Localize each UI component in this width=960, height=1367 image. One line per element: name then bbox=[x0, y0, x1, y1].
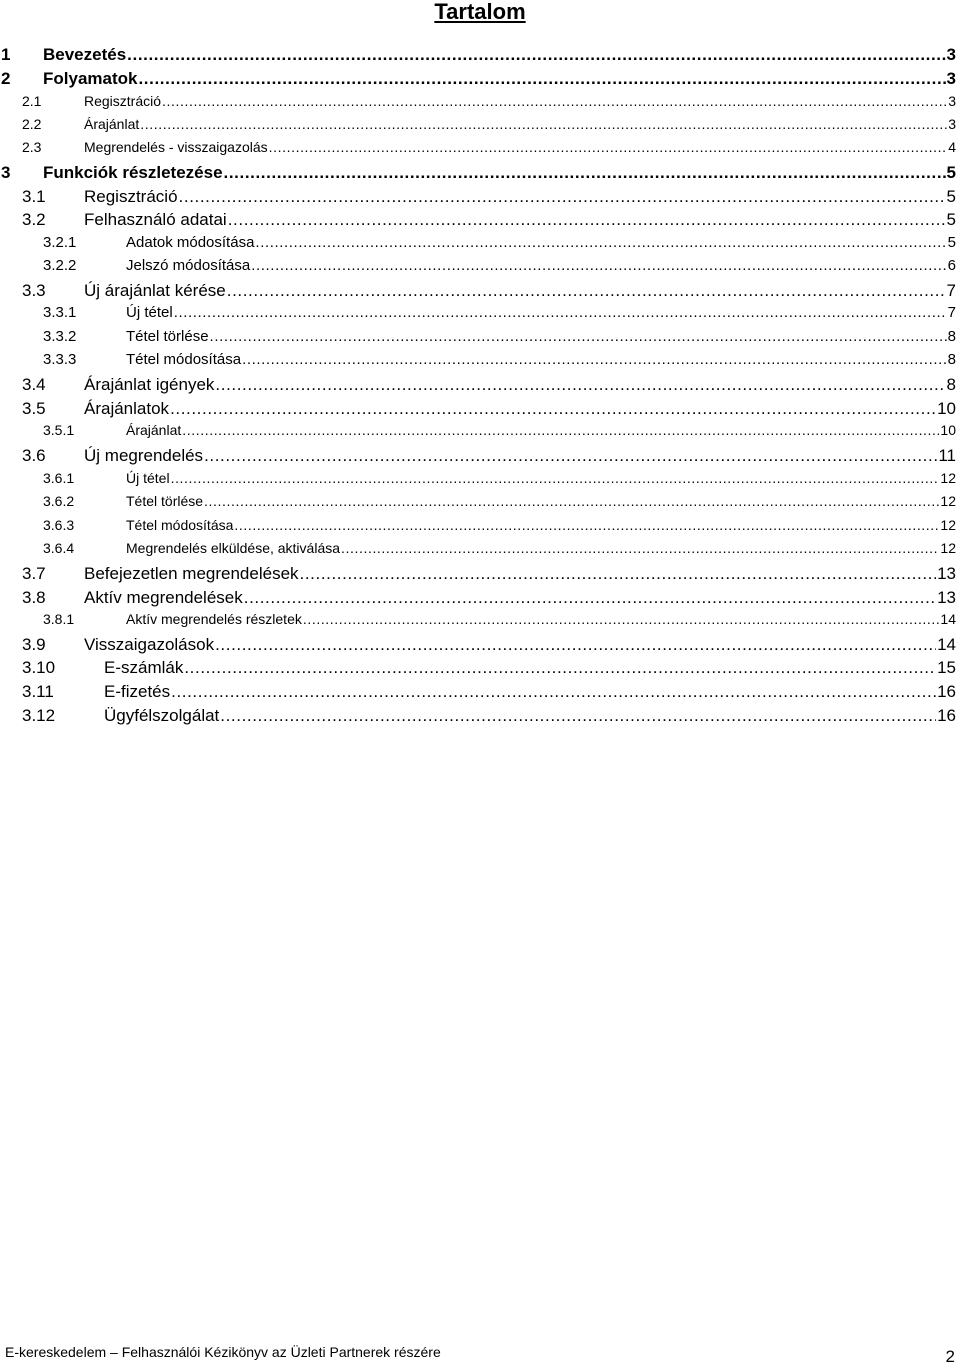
toc-dot-leader bbox=[182, 422, 939, 438]
toc-entry-page-number: 5 bbox=[947, 234, 956, 251]
toc-entry-number: 3.3.2 bbox=[43, 328, 77, 345]
toc-entry-page-number: 3 bbox=[948, 116, 956, 132]
toc-entry-page-number: 13 bbox=[937, 564, 956, 583]
toc-dot-leader bbox=[204, 493, 939, 509]
toc-dot-leader bbox=[210, 328, 947, 345]
toc-entry-page-number: 12 bbox=[940, 517, 956, 533]
toc-entry-page-number: 14 bbox=[937, 635, 956, 654]
toc-dot-leader bbox=[244, 588, 936, 608]
toc-entry-number: 3.2 bbox=[22, 210, 46, 229]
toc-entry-page-number: 3 bbox=[946, 69, 956, 88]
toc-entry-label: Tétel törlése bbox=[126, 328, 209, 345]
toc-dot-leader bbox=[171, 470, 940, 486]
toc-entry-number: 2 bbox=[1, 69, 11, 88]
toc-dot-leader bbox=[220, 706, 936, 726]
toc-entry-label: E-számlák bbox=[104, 658, 184, 677]
toc-entry[interactable] bbox=[0, 635, 960, 659]
toc-entry-label: Új tétel bbox=[126, 470, 170, 486]
toc-entry[interactable] bbox=[0, 328, 960, 352]
toc-entry-number: 3.6.4 bbox=[43, 540, 75, 556]
toc-entry-label: Tétel törlése bbox=[126, 493, 204, 509]
toc-dot-leader bbox=[174, 304, 947, 321]
toc-entry-page-number: 16 bbox=[937, 682, 956, 701]
toc-entry[interactable] bbox=[0, 163, 960, 187]
toc-entry[interactable] bbox=[0, 93, 960, 117]
toc-entry-number: 3.10 bbox=[22, 658, 56, 677]
toc-entry-label: Új tétel bbox=[126, 304, 173, 321]
toc-entry-label: Árajánlat bbox=[126, 422, 182, 438]
toc-entry-number: 3.6.3 bbox=[43, 517, 75, 533]
toc-entry-label: Új megrendelés bbox=[84, 446, 204, 465]
toc-entry[interactable] bbox=[0, 540, 960, 564]
toc-entry-number: 3.3.1 bbox=[43, 304, 77, 321]
toc-entry-label: Jelszó módosítása bbox=[126, 257, 251, 274]
toc-dot-leader bbox=[227, 281, 946, 301]
toc-dot-leader bbox=[269, 139, 948, 155]
toc-entry-page-number: 7 bbox=[946, 281, 956, 300]
toc-dot-leader bbox=[251, 257, 946, 274]
toc-entry[interactable] bbox=[0, 493, 960, 517]
toc-entry-number: 3.1 bbox=[22, 187, 46, 206]
toc-entry-page-number: 5 bbox=[946, 187, 956, 206]
footer-page-number: 2 bbox=[945, 1347, 955, 1366]
toc-dot-leader bbox=[242, 351, 947, 368]
toc-dot-leader bbox=[204, 446, 937, 466]
toc-entry[interactable] bbox=[0, 257, 960, 281]
toc-entry-page-number: 13 bbox=[937, 588, 956, 607]
toc-entry-label: Megrendelés - visszaigazolás bbox=[84, 139, 268, 155]
page-footer bbox=[5, 1344, 955, 1366]
toc-dot-leader bbox=[228, 210, 946, 230]
toc-entry[interactable] bbox=[0, 682, 960, 706]
toc-entry[interactable] bbox=[0, 446, 960, 470]
toc-entry-label: Aktív megrendelés részletek bbox=[126, 611, 302, 627]
toc-entry[interactable] bbox=[0, 564, 960, 588]
toc-entry-number: 3.6.2 bbox=[43, 493, 75, 509]
toc-entry-label: Befejezetlen megrendelések bbox=[84, 564, 299, 583]
toc-entry-page-number: 11 bbox=[938, 446, 956, 465]
toc-dot-leader bbox=[184, 658, 936, 678]
toc-dot-leader bbox=[224, 163, 946, 183]
toc-entry-page-number: 4 bbox=[948, 139, 956, 155]
toc-entry-page-number: 15 bbox=[937, 658, 956, 677]
toc-entry-page-number: 10 bbox=[940, 422, 956, 438]
toc-entry-page-number: 3 bbox=[946, 45, 956, 64]
toc-entry-page-number: 5 bbox=[946, 210, 956, 229]
toc-dot-leader bbox=[162, 93, 947, 109]
toc-entry-label: Aktív megrendelések bbox=[84, 588, 243, 607]
toc-entry-number: 3.3 bbox=[22, 281, 46, 300]
toc-entry-label: Regisztráció bbox=[84, 93, 162, 109]
toc-entry-number: 3 bbox=[1, 163, 11, 182]
toc-entry[interactable] bbox=[0, 517, 960, 541]
toc-entry-page-number: 8 bbox=[946, 375, 956, 394]
toc-entry-number: 3.8.1 bbox=[43, 611, 75, 627]
toc-dot-leader bbox=[255, 234, 946, 251]
toc-dot-leader bbox=[215, 375, 945, 395]
toc-entry[interactable] bbox=[0, 234, 960, 258]
toc-entry-label: Árajánlat igények bbox=[84, 375, 215, 394]
toc-dot-leader bbox=[140, 116, 947, 132]
toc-entry-page-number: 16 bbox=[937, 706, 956, 725]
toc-entry-number: 3.3.3 bbox=[43, 351, 77, 368]
toc-entry-page-number: 14 bbox=[940, 611, 956, 627]
toc-entry-number: 3.4 bbox=[22, 375, 46, 394]
footer-text: E-kereskedelem – Felhasználói Kézikönyv az Üzleti Partnerek részére bbox=[5, 1344, 441, 1360]
toc-dot-leader bbox=[303, 611, 940, 627]
toc-entry[interactable] bbox=[0, 281, 960, 305]
toc-dot-leader bbox=[341, 540, 939, 556]
toc-dot-leader bbox=[179, 187, 946, 207]
toc-entry[interactable] bbox=[0, 422, 960, 446]
toc-entry-label: Funkciók részletezése bbox=[43, 163, 223, 182]
toc-entry-number: 3.8 bbox=[22, 588, 46, 607]
toc-entry-label: Adatok módosítása bbox=[126, 234, 255, 251]
toc-entry[interactable] bbox=[0, 351, 960, 375]
toc-entry-number: 3.7 bbox=[22, 564, 46, 583]
toc-entry-page-number: 12 bbox=[940, 493, 956, 509]
toc-entry-number: 3.2.1 bbox=[43, 234, 77, 251]
toc-entry[interactable] bbox=[0, 588, 960, 612]
toc-entry[interactable] bbox=[0, 116, 960, 140]
toc-entry-label: Árajánlatok bbox=[84, 399, 170, 418]
toc-entry-page-number: 3 bbox=[948, 93, 956, 109]
toc-entry-number: 3.5 bbox=[22, 399, 46, 418]
toc-entry-page-number: 5 bbox=[946, 163, 956, 182]
toc-entry-page-number: 8 bbox=[947, 351, 956, 368]
toc-entry-label: Tétel módosítása bbox=[126, 517, 234, 533]
toc-entry[interactable] bbox=[0, 375, 960, 399]
toc-dot-leader bbox=[215, 635, 936, 655]
toc-entry-label: Árajánlat bbox=[84, 116, 140, 132]
toc-entry[interactable] bbox=[0, 210, 960, 234]
toc-entry[interactable] bbox=[0, 399, 960, 423]
toc-entry[interactable] bbox=[0, 658, 960, 682]
toc-entry-page-number: 6 bbox=[947, 257, 956, 274]
toc-entry[interactable] bbox=[0, 470, 960, 494]
toc-entry-number: 1 bbox=[1, 45, 11, 64]
toc-entry[interactable] bbox=[0, 187, 960, 211]
toc-entry-label: Ügyfélszolgálat bbox=[104, 706, 220, 725]
toc-entry-label: Folyamatok bbox=[43, 69, 138, 88]
toc-entry-number: 2.2 bbox=[22, 116, 42, 132]
toc-entry-label: Tétel módosítása bbox=[126, 351, 242, 368]
toc-entry[interactable] bbox=[0, 706, 960, 730]
toc-entry-number: 3.2.2 bbox=[43, 257, 77, 274]
toc-entry-label: Új árajánlat kérése bbox=[84, 281, 226, 300]
toc-entry-label: Megrendelés elküldése, aktiválása bbox=[126, 540, 341, 556]
toc-entry-number: 3.12 bbox=[22, 706, 56, 725]
toc-entry-number: 3.11 bbox=[22, 682, 54, 701]
toc-dot-leader bbox=[138, 69, 945, 89]
toc-entry[interactable] bbox=[0, 304, 960, 328]
toc-entry-number: 2.3 bbox=[22, 139, 42, 155]
toc-entry-number: 3.5.1 bbox=[43, 422, 75, 438]
toc-entry-label: Visszaigazolások bbox=[84, 635, 215, 654]
toc-entry-number: 3.6 bbox=[22, 446, 46, 465]
toc-entry-label: Felhasználó adatai bbox=[84, 210, 227, 229]
toc-entry-page-number: 12 bbox=[940, 540, 956, 556]
toc-entry-number: 3.9 bbox=[22, 635, 46, 654]
toc-dot-leader bbox=[234, 517, 939, 533]
toc-dot-leader bbox=[300, 564, 937, 584]
toc-entry[interactable] bbox=[0, 69, 960, 93]
toc-dot-leader bbox=[170, 399, 936, 419]
toc-dot-leader bbox=[171, 682, 936, 702]
toc-entry-page-number: 10 bbox=[937, 399, 956, 418]
toc-entry[interactable] bbox=[0, 139, 960, 163]
toc-dot-leader bbox=[127, 45, 945, 65]
toc-entry-label: Bevezetés bbox=[43, 45, 127, 64]
toc-entry-page-number: 7 bbox=[947, 304, 956, 321]
toc-entry-number: 2.1 bbox=[22, 93, 42, 109]
toc-entry-page-number: 8 bbox=[947, 328, 956, 345]
toc-entry[interactable] bbox=[0, 45, 960, 69]
toc-entry-number: 3.6.1 bbox=[43, 470, 75, 486]
toc-entry-page-number: 12 bbox=[940, 470, 956, 486]
page-title: Tartalom bbox=[434, 0, 526, 24]
toc-entry[interactable] bbox=[0, 611, 960, 635]
toc-entry-label: E-fizetés bbox=[104, 682, 171, 701]
toc-entry-label: Regisztráció bbox=[84, 187, 178, 206]
